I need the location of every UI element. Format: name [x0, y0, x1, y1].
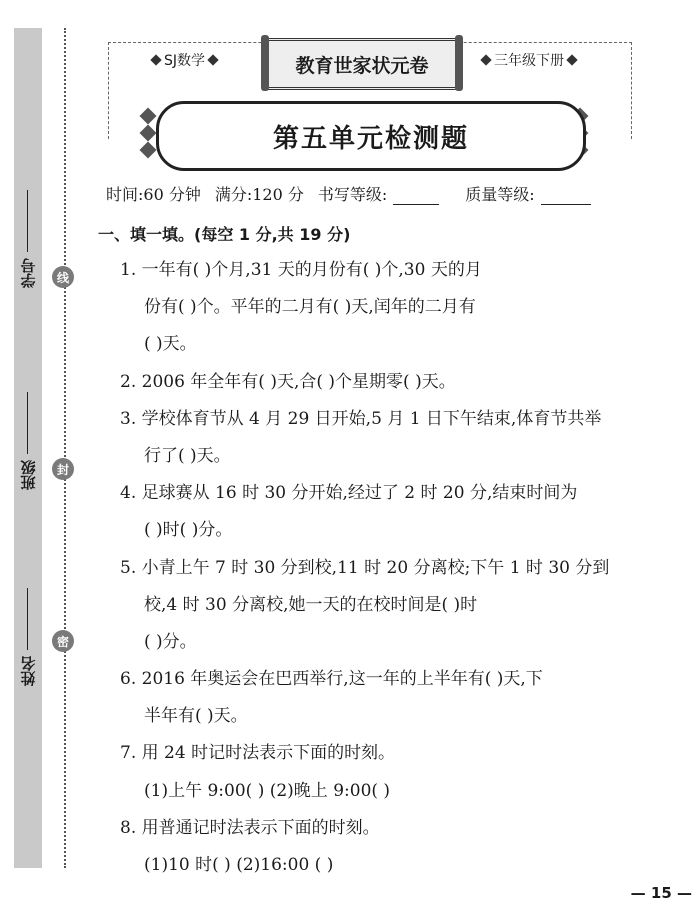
question-line[interactable]: 5. 小青上午 7 时 30 分到校,11 时 20 分离校;下午 1 时 30 分到 — [120, 557, 610, 578]
diamond-icon — [480, 54, 491, 65]
time-limit: 时间:60 分钟 — [106, 185, 201, 204]
question-line[interactable]: ( )天。 — [144, 334, 197, 355]
question-line[interactable]: 3. 学校体育节从 4 月 29 日开始,5 月 1 日下午结束,体育节共举 — [120, 408, 602, 429]
section-heading: 一、填一填。(每空 1 分,共 19 分) — [98, 225, 351, 244]
question-line[interactable]: ( )分。 — [144, 631, 197, 652]
question-line[interactable]: (1)上午 9:00( ) (2)晚上 9:00( ) — [144, 780, 391, 801]
question-line[interactable]: 4. 足球赛从 16 时 30 分开始,经过了 2 时 20 分,结束时间为 — [120, 483, 578, 504]
grade-tag — [478, 50, 580, 70]
seal-secret: 密 — [52, 630, 74, 652]
quality-grade-blank[interactable] — [541, 182, 591, 205]
subject-label: SJ数学 — [164, 53, 206, 69]
subject-tag — [148, 50, 221, 70]
seal-line: 线 — [52, 266, 74, 288]
question-line[interactable]: 份有( )个。平年的二月有( )天,闰年的二月有 — [144, 297, 476, 318]
diamond-icon — [207, 54, 218, 65]
question-line[interactable]: 1. 一年有( )个月,31 天的月份有( )个,30 天的月 — [120, 260, 482, 280]
question-line[interactable]: 半年有( )天。 — [144, 706, 248, 727]
question-line[interactable]: 6. 2016 年奥运会在巴西举行,这一年的上半年有( )天,下 — [120, 669, 543, 690]
writing-grade-label: 书写等级: — [317, 185, 388, 204]
grade-label: 三年级下册 — [494, 53, 564, 69]
question-list — [98, 222, 658, 884]
student-id-field[interactable] — [18, 190, 38, 288]
class-blank — [28, 392, 29, 454]
name-label: 姓名 — [19, 656, 38, 686]
question-line[interactable]: (1)10 时( ) (2)16:00 ( ) — [144, 855, 334, 875]
question-line[interactable]: 7. 用 24 时记时法表示下面的时刻。 — [120, 743, 396, 764]
cut-line — [64, 28, 66, 868]
left-diamond-stack — [142, 110, 154, 156]
exam-meta — [106, 182, 591, 205]
class-field[interactable] — [18, 392, 38, 490]
writing-grade-blank[interactable] — [393, 182, 439, 205]
question-line[interactable]: 2. 2006 年全年有( )天,合( )个星期零( )天。 — [120, 371, 456, 392]
diamond-icon — [150, 54, 161, 65]
series-title: 教育世家状元卷 — [295, 54, 429, 77]
name-field[interactable] — [18, 588, 38, 686]
question-line[interactable]: ( )时( )分。 — [144, 520, 233, 541]
question-line[interactable]: 行了( )天。 — [144, 445, 231, 466]
page-title: 第五单元检测题 — [156, 101, 586, 171]
student-id-blank — [28, 190, 29, 252]
series-scroll — [266, 38, 458, 90]
full-score: 满分:120 分 — [214, 185, 304, 204]
class-label: 班级 — [19, 460, 38, 490]
quality-grade-label: 质量等级: — [465, 185, 535, 204]
diamond-icon — [566, 54, 577, 65]
page-number: — 15 — — [630, 884, 692, 902]
student-id-label: 学号 — [19, 258, 38, 288]
name-blank — [28, 588, 29, 650]
question-line[interactable]: 8. 用普通记时法表示下面的时刻。 — [120, 817, 380, 838]
seal-seal: 封 — [52, 458, 74, 480]
question-line[interactable]: 校,4 时 30 分离校,她一天的在校时间是( )时 — [144, 594, 478, 615]
